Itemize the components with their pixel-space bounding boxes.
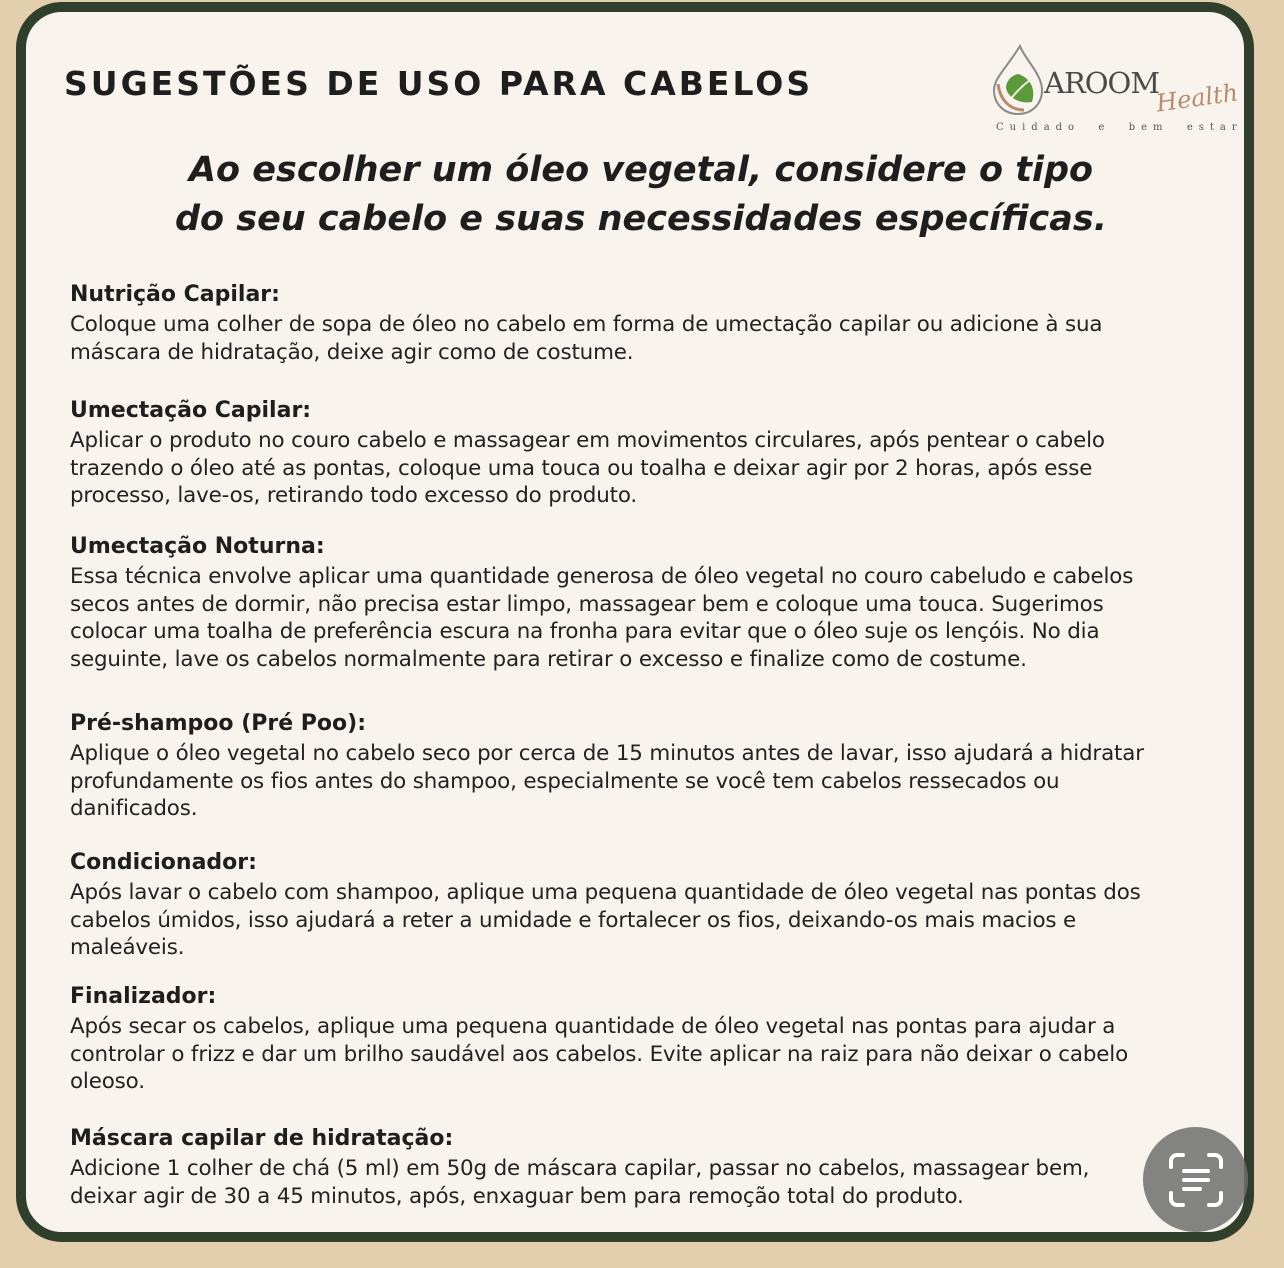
body-line: cabelos úmidos, isso ajudará a reter a umidade e fortalecer os fios, deixando-os mais macios e [70,907,1077,933]
intro-subtitle [126,146,1156,244]
section-nutricao [70,280,1240,366]
info-card [16,2,1254,1242]
logo-wordmark: AROOM [1044,66,1160,100]
section-umectacao-noturna [70,532,1240,673]
text-scan-button[interactable] [1143,1127,1248,1232]
body-line: seguinte, lave os cabelos normalmente para retirar o excesso e finalize como de costume. [70,646,1027,672]
section-body [70,563,1240,673]
section-body [70,311,1240,366]
body-line: secos antes de dormir, não precisa estar limpo, massagear bem e coloque uma touca. Sugerimos [70,591,1104,617]
body-line: trazendo o óleo até as pontas, coloque uma touca ou toalha e deixar agir por 2 horas, após esse [70,455,1093,481]
body-line: Aplique o óleo vegetal no cabelo seco por cerca de 15 minutos antes de lavar, isso ajudará a hidratar [70,741,1144,766]
body-line: Aplicar o produto no couro cabelo e massagear em movimentos circulares, após pentear o cabelo [70,428,1105,453]
body-line: Coloque uma colher de sopa de óleo no cabelo em forma de umectação capilar ou adicione à sua [70,312,1103,337]
body-line: Após lavar o cabelo com shampoo, aplique uma pequena quantidade de óleo vegetal nas pontas dos [70,880,1141,905]
section-body [70,427,1240,510]
section-heading: Finalizador: [70,984,217,1009]
leaf-drop-icon [990,44,1046,116]
body-line: Após secar os cabelos, aplique uma pequena quantidade de óleo vegetal nas pontas para ajudar a [70,1014,1116,1039]
logo-script: Health [1154,78,1240,118]
body-line: Essa técnica envolve aplicar uma quantidade generosa de óleo vegetal no couro cabeludo e cabelos [70,564,1134,589]
section-heading: Nutrição Capilar: [70,282,280,307]
body-line: colocar uma toalha de preferência escura na fronha para evitar que o óleo suje os lençóis. No dia [70,619,1100,644]
section-body [70,1155,1240,1210]
body-line: processo, lave-os, retirando todo excesso do produto. [70,483,638,508]
subtitle-line: Ao escolher um óleo vegetal, considere o tipo [188,150,1094,190]
body-line: controlar o frizz e dar um brilho saudável aos cabelos. Evite aplicar na raiz para não deixar o cabelo [70,1041,1129,1067]
section-heading: Condicionador: [70,850,257,875]
section-body [70,1013,1240,1096]
body-line: Adicione 1 colher de chá (5 ml) em 50g de máscara capilar, passar no cabelos, massagear bem, [70,1156,1090,1181]
section-heading: Máscara capilar de hidratação: [70,1126,454,1151]
section-umectacao [70,396,1240,510]
section-body [70,740,1240,823]
page-title: SUGESTÕES DE USO PARA CABELOS [64,64,814,103]
section-mascara [70,1124,1240,1210]
subtitle-line: do seu cabelo e suas necessidades específicas. [174,199,1108,239]
text-scan-icon [1167,1151,1225,1209]
body-line: profundamente os fios antes do shampoo, especialmente se você tem cabelos ressecados ou [70,768,1060,794]
section-heading: Umectação Noturna: [70,534,325,559]
body-line: deixar agir de 30 a 45 minutos, após, enxaguar bem para remoção total do produto. [70,1183,964,1209]
section-finalizador [70,982,1240,1096]
body-line: maleáveis. [70,935,185,960]
section-heading: Pré-shampoo (Pré Poo): [70,711,367,736]
body-line: máscara de hidratação, deixe agir como de costume. [70,339,634,365]
body-line: danificados. [70,796,198,821]
body-line: oleoso. [70,1069,145,1094]
section-heading: Umectação Capilar: [70,398,312,423]
section-condicionador [70,848,1240,962]
section-body [70,879,1240,962]
section-pre-shampoo [70,709,1240,823]
brand-logo [986,36,1243,136]
logo-tagline: Cuidado e bem estar [996,122,1243,133]
